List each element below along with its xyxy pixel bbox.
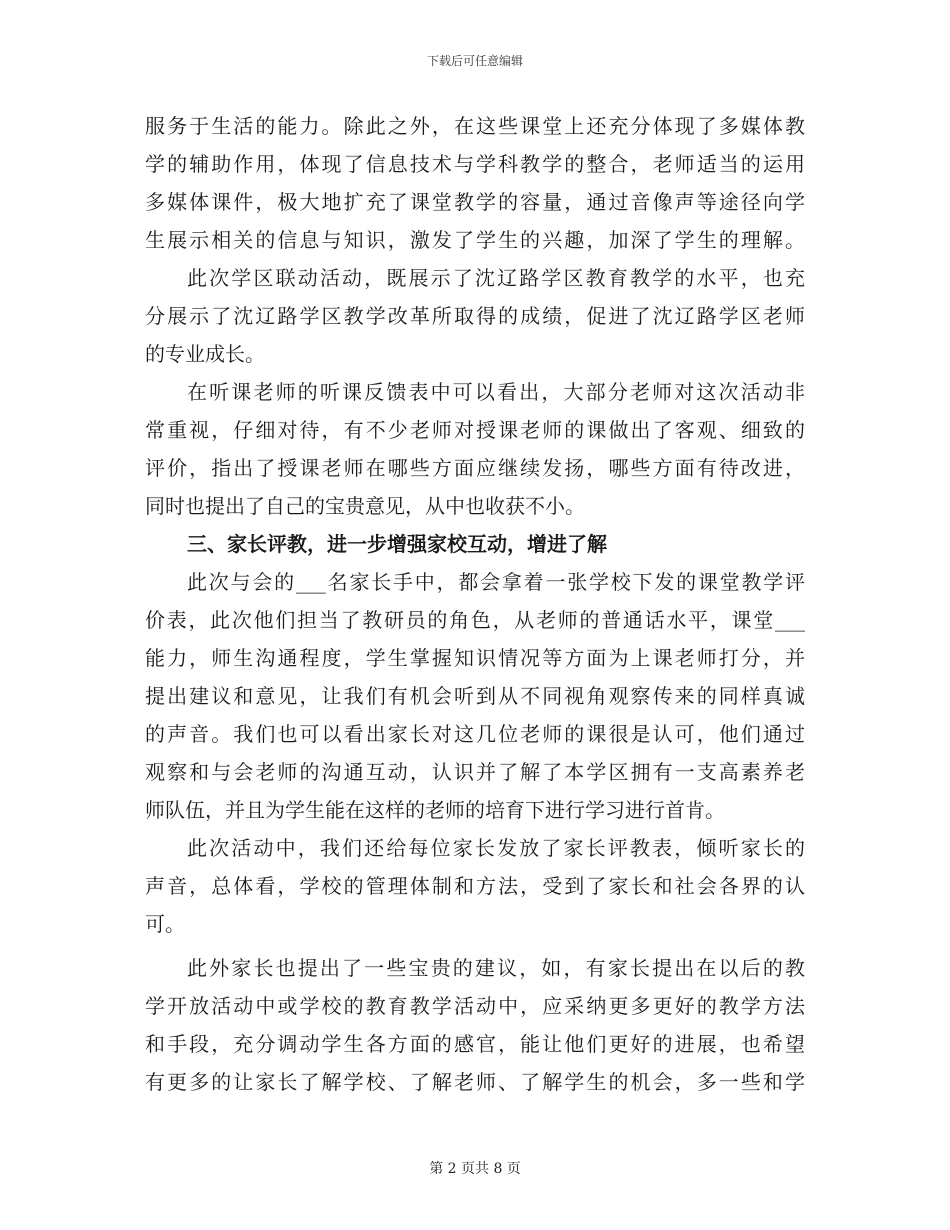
text-line: 可。 (145, 912, 185, 936)
paragraph (145, 829, 805, 943)
text-line: 多媒体课件，极大地扩充了课堂教学的容量，通过音像声等途径向学 (145, 190, 805, 214)
text-line: 在听课老师的听课反馈表中可以看出，大部分老师对这次活动非 (187, 380, 805, 404)
paragraph (145, 373, 805, 525)
text-line: 常重视，仔细对待，有不少老师对授课老师的课做出了客观、细致的 (145, 418, 805, 442)
text-line: 价表，此次他们担当了教研员的角色，从老师的普通话水平，课堂___ (145, 608, 805, 632)
text-line: 学的辅助作用，体现了信息技术与学科教学的整合，老师适当的运用 (145, 152, 805, 176)
text-line: 此次学区联动活动，既展示了沈辽路学区教育教学的水平，也充 (187, 266, 805, 290)
text-line: 的专业成长。 (145, 342, 265, 366)
text-line: 师队伍，并且为学生能在这样的老师的培育下进行学习进行首肯。 (145, 798, 725, 822)
text-line: 服务于生活的能力。除此之外，在这些课堂上还充分体现了多媒体教 (145, 114, 805, 138)
text-line: 提出建议和意见，让我们有机会听到从不同视角观察传来的同样真诚 (145, 684, 805, 708)
page-footer: 第 2 页共 8 页 (429, 1161, 521, 1177)
section-heading-block (145, 525, 805, 563)
text-line: 的声音。我们也可以看出家长对这几位老师的课很是认可，他们通过 (145, 722, 805, 746)
paragraph (145, 563, 805, 829)
text-line: 此次活动中，我们还给每位家长发放了家长评教表，倾听家长的 (187, 836, 805, 860)
text-line: 观察和与会老师的沟通互动，认识并了解了本学区拥有一支高素养老 (145, 760, 805, 784)
text-line: 分展示了沈辽路学区教学改革所取得的成绩，促进了沈辽路学区老师 (145, 304, 805, 328)
paragraph (145, 107, 805, 259)
text-line: 能力，师生沟通程度，学生掌握知识情况等方面为上课老师打分，并 (145, 646, 805, 670)
text-line: 生展示相关的信息与知识，激发了学生的兴趣，加深了学生的理解。 (145, 228, 805, 252)
paragraph (145, 259, 805, 373)
text-line: 同时也提出了自己的宝贵意见，从中也收获不小。 (145, 494, 585, 518)
text-line: 有更多的让家长了解学校、了解老师、了解学生的机会，多一些和学 (145, 1070, 805, 1094)
page-header: 下载后可任意编辑 (426, 54, 523, 68)
text-line: 此次与会的___名家长手中，都会拿着一张学校下发的课堂教学评 (187, 570, 805, 594)
text-line: 声音，总体看，学校的管理体制和方法，受到了家长和社会各界的认 (145, 874, 805, 898)
text-line: 学开放活动中或学校的教育教学活动中，应采纳更多更好的教学方法 (145, 994, 805, 1018)
text-line: 此外家长也提出了一些宝贵的建议，如，有家长提出在以后的教 (187, 956, 805, 980)
section-heading: 三、家长评教，进一步增强家校互动，增进了解 (187, 532, 607, 556)
paragraph (145, 949, 805, 1101)
text-line: 和手段，充分调动学生各方面的感官，能让他们更好的进展，也希望 (145, 1032, 805, 1056)
document-body (145, 107, 805, 1101)
text-line: 评价，指出了授课老师在哪些方面应继续发扬，哪些方面有待改进， (145, 456, 805, 480)
